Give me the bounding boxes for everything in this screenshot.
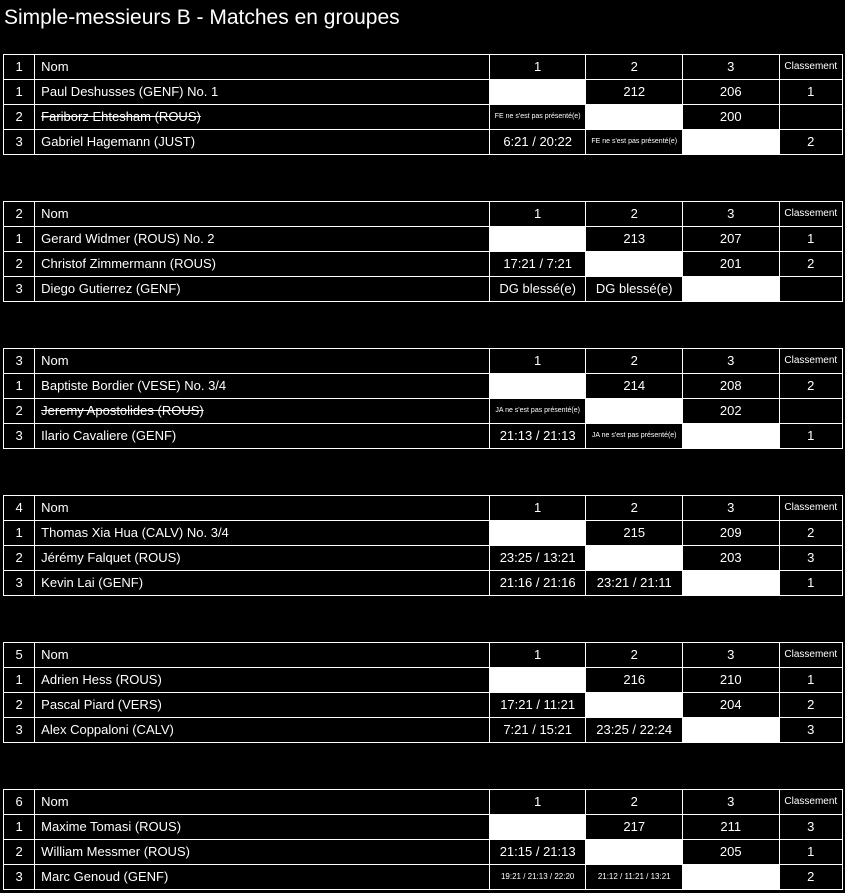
table-row [4, 277, 843, 302]
ranking-cell: 3 [779, 718, 842, 743]
player-name: Maxime Tomasi (ROUS) [41, 819, 182, 834]
result-cell: 200 [683, 105, 780, 130]
group-number: 4 [4, 496, 35, 521]
player-position: 1 [4, 668, 35, 693]
table-row [4, 815, 843, 840]
header-col-3: 3 [683, 643, 780, 668]
header-rank: Classement [779, 790, 842, 815]
ranking-cell [779, 399, 842, 424]
self-match-cell [586, 105, 683, 130]
group-header-row [4, 55, 843, 80]
result-cell: 17:21 / 7:21 [489, 252, 586, 277]
table-row [4, 424, 843, 449]
result-cell: JA ne s'est pas présenté(e) [586, 424, 683, 449]
result-cell: 204 [683, 693, 780, 718]
player-name: Fariborz Ehtesham (ROUS) [41, 109, 201, 124]
ranking-cell: 2 [779, 130, 842, 155]
self-match-cell [586, 399, 683, 424]
ranking-cell: 2 [779, 252, 842, 277]
self-match-cell [586, 840, 683, 865]
player-position: 3 [4, 424, 35, 449]
group-number: 1 [4, 55, 35, 80]
header-col-3: 3 [683, 790, 780, 815]
header-col-2: 2 [586, 349, 683, 374]
player-name-cell [35, 668, 490, 693]
player-position: 2 [4, 840, 35, 865]
player-name: Adrien Hess (ROUS) [41, 672, 162, 687]
header-name: Nom [35, 790, 490, 815]
player-position: 2 [4, 105, 35, 130]
table-row [4, 546, 843, 571]
table-row [4, 130, 843, 155]
ranking-cell: 1 [779, 668, 842, 693]
result-cell: DG blessé(e) [586, 277, 683, 302]
player-name: Diego Gutierrez (GENF) [41, 281, 181, 296]
player-name: Pascal Piard (VERS) [41, 697, 162, 712]
header-rank: Classement [779, 55, 842, 80]
player-name-cell [35, 865, 490, 890]
result-cell: 23:25 / 13:21 [489, 546, 586, 571]
group-header-row [4, 202, 843, 227]
self-match-cell [586, 693, 683, 718]
player-name: Jeremy Apostolides (ROUS) [41, 403, 204, 418]
self-match-cell [489, 80, 586, 105]
player-name-cell [35, 227, 490, 252]
header-rank: Classement [779, 643, 842, 668]
table-row [4, 399, 843, 424]
self-match-cell [683, 277, 780, 302]
result-cell: 210 [683, 668, 780, 693]
player-position: 2 [4, 546, 35, 571]
header-col-3: 3 [683, 55, 780, 80]
result-cell: 206 [683, 80, 780, 105]
ranking-cell: 1 [779, 227, 842, 252]
table-row [4, 252, 843, 277]
player-name: Kevin Lai (GENF) [41, 575, 144, 590]
header-name: Nom [35, 496, 490, 521]
table-row [4, 105, 843, 130]
player-name-cell [35, 374, 490, 399]
ranking-cell: 3 [779, 546, 842, 571]
self-match-cell [586, 252, 683, 277]
header-col-2: 2 [586, 496, 683, 521]
player-position: 1 [4, 227, 35, 252]
result-cell: FE ne s'est pas présenté(e) [489, 105, 586, 130]
player-name: William Messmer (ROUS) [41, 844, 190, 859]
result-cell: 211 [683, 815, 780, 840]
header-col-3: 3 [683, 496, 780, 521]
result-cell: FE ne s'est pas présenté(e) [586, 130, 683, 155]
header-col-1: 1 [489, 349, 586, 374]
table-row [4, 668, 843, 693]
header-name: Nom [35, 55, 490, 80]
player-name: Alex Coppaloni (CALV) [41, 722, 174, 737]
table-row [4, 693, 843, 718]
player-name-cell [35, 252, 490, 277]
player-position: 2 [4, 399, 35, 424]
player-name: Jérémy Falquet (ROUS) [41, 550, 181, 565]
header-col-2: 2 [586, 643, 683, 668]
result-cell: 23:21 / 21:11 [586, 571, 683, 596]
ranking-cell: 1 [779, 424, 842, 449]
result-cell: 205 [683, 840, 780, 865]
self-match-cell [489, 668, 586, 693]
result-cell: 21:13 / 21:13 [489, 424, 586, 449]
ranking-cell: 2 [779, 374, 842, 399]
result-cell: DG blessé(e) [489, 277, 586, 302]
result-cell: 208 [683, 374, 780, 399]
header-col-3: 3 [683, 202, 780, 227]
player-position: 3 [4, 571, 35, 596]
player-position: 3 [4, 865, 35, 890]
result-cell: 217 [586, 815, 683, 840]
player-position: 1 [4, 80, 35, 105]
player-name-cell [35, 718, 490, 743]
ranking-cell: 1 [779, 571, 842, 596]
table-row [4, 374, 843, 399]
ranking-cell [779, 277, 842, 302]
group-header-row [4, 349, 843, 374]
self-match-cell [683, 718, 780, 743]
group-table-2 [3, 201, 843, 302]
player-name: Gabriel Hagemann (JUST) [41, 134, 196, 149]
player-name-cell [35, 546, 490, 571]
player-name: Marc Genoud (GENF) [41, 869, 169, 884]
ranking-cell [779, 105, 842, 130]
group-table-4 [3, 495, 843, 596]
player-name-cell [35, 571, 490, 596]
self-match-cell [683, 424, 780, 449]
player-name-cell [35, 521, 490, 546]
result-cell: 17:21 / 11:21 [489, 693, 586, 718]
self-match-cell [683, 130, 780, 155]
header-name: Nom [35, 349, 490, 374]
header-col-2: 2 [586, 790, 683, 815]
player-name-cell [35, 424, 490, 449]
table-row [4, 840, 843, 865]
ranking-cell: 2 [779, 693, 842, 718]
player-name: Gerard Widmer (ROUS) No. 2 [41, 231, 215, 246]
player-position: 2 [4, 693, 35, 718]
result-cell: 6:21 / 20:22 [489, 130, 586, 155]
group-table-6 [3, 789, 843, 890]
table-row [4, 80, 843, 105]
player-name: Christof Zimmermann (ROUS) [41, 256, 216, 271]
result-cell: 7:21 / 15:21 [489, 718, 586, 743]
player-name: Paul Deshusses (GENF) No. 1 [41, 84, 219, 99]
self-match-cell [489, 815, 586, 840]
ranking-cell: 1 [779, 840, 842, 865]
table-row [4, 521, 843, 546]
header-col-2: 2 [586, 55, 683, 80]
result-cell: 21:15 / 21:13 [489, 840, 586, 865]
result-cell: 209 [683, 521, 780, 546]
table-row [4, 227, 843, 252]
header-rank: Classement [779, 349, 842, 374]
result-cell: 202 [683, 399, 780, 424]
group-table-1 [3, 54, 843, 155]
self-match-cell [489, 374, 586, 399]
player-position: 1 [4, 374, 35, 399]
player-position: 2 [4, 252, 35, 277]
self-match-cell [683, 865, 780, 890]
table-row [4, 571, 843, 596]
result-cell: 216 [586, 668, 683, 693]
result-cell: 21:12 / 11:21 / 13:21 [586, 865, 683, 890]
ranking-cell: 3 [779, 815, 842, 840]
header-col-1: 1 [489, 496, 586, 521]
player-name-cell [35, 80, 490, 105]
group-number: 6 [4, 790, 35, 815]
group-table-3 [3, 348, 843, 449]
player-name-cell [35, 840, 490, 865]
player-name: Ilario Cavaliere (GENF) [41, 428, 177, 443]
page-title: Simple-messieurs B - Matches en groupes [4, 6, 400, 29]
group-header-row [4, 496, 843, 521]
result-cell: 19:21 / 21:13 / 22:20 [489, 865, 586, 890]
player-name-cell [35, 130, 490, 155]
group-header-row [4, 790, 843, 815]
result-cell: 21:16 / 21:16 [489, 571, 586, 596]
header-rank: Classement [779, 202, 842, 227]
result-cell: 201 [683, 252, 780, 277]
result-cell: 23:25 / 22:24 [586, 718, 683, 743]
player-position: 3 [4, 718, 35, 743]
player-name-cell [35, 693, 490, 718]
result-cell: 207 [683, 227, 780, 252]
player-name-cell [35, 105, 490, 130]
self-match-cell [586, 546, 683, 571]
self-match-cell [489, 521, 586, 546]
group-number: 3 [4, 349, 35, 374]
ranking-cell: 1 [779, 80, 842, 105]
header-col-2: 2 [586, 202, 683, 227]
group-header-row [4, 643, 843, 668]
player-name: Thomas Xia Hua (CALV) No. 3/4 [41, 525, 229, 540]
header-rank: Classement [779, 496, 842, 521]
header-col-1: 1 [489, 202, 586, 227]
result-cell: 214 [586, 374, 683, 399]
self-match-cell [683, 571, 780, 596]
header-col-1: 1 [489, 790, 586, 815]
ranking-cell: 2 [779, 865, 842, 890]
header-col-3: 3 [683, 349, 780, 374]
result-cell: 203 [683, 546, 780, 571]
player-position: 1 [4, 815, 35, 840]
result-cell: JA ne s'est pas présenté(e) [489, 399, 586, 424]
player-position: 3 [4, 277, 35, 302]
group-number: 2 [4, 202, 35, 227]
player-name-cell [35, 815, 490, 840]
header-name: Nom [35, 643, 490, 668]
player-name-cell [35, 399, 490, 424]
player-position: 1 [4, 521, 35, 546]
player-name-cell [35, 277, 490, 302]
header-col-1: 1 [489, 643, 586, 668]
ranking-cell: 2 [779, 521, 842, 546]
group-number: 5 [4, 643, 35, 668]
header-name: Nom [35, 202, 490, 227]
self-match-cell [489, 227, 586, 252]
table-row [4, 865, 843, 890]
header-col-1: 1 [489, 55, 586, 80]
group-table-5 [3, 642, 843, 743]
result-cell: 215 [586, 521, 683, 546]
result-cell: 213 [586, 227, 683, 252]
result-cell: 212 [586, 80, 683, 105]
player-position: 3 [4, 130, 35, 155]
player-name: Baptiste Bordier (VESE) No. 3/4 [41, 378, 227, 393]
table-row [4, 718, 843, 743]
